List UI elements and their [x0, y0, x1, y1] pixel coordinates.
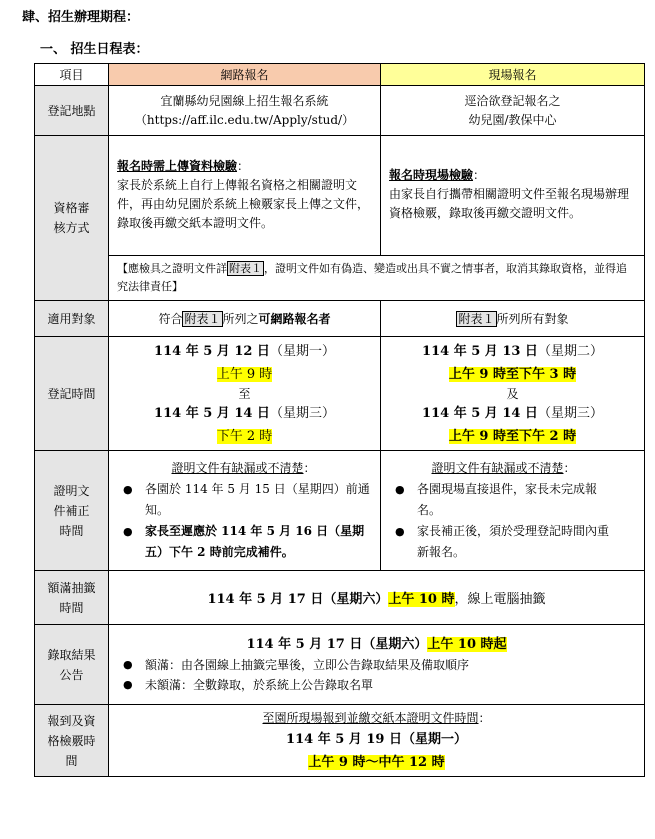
report-label: 報到及資格檢覈時間	[35, 705, 109, 777]
subsection-heading: 一、 招生日程表：	[40, 42, 149, 57]
lottery-post: ，線上電腦抽籤	[454, 592, 546, 607]
lottery-row	[35, 571, 645, 625]
location-online-url: （https://aff.ilc.edu.tw/Apply/stud/）	[134, 112, 355, 127]
regtime-online-start-time: 上午 9 時	[216, 366, 273, 382]
target-onsite	[381, 301, 645, 337]
report-cell: 至園所現場報到並繳交紙本證明文件時間： 114 年 5 月 19 日（星期一） 上午 9 時～中午 12 時	[109, 705, 645, 777]
review-onsite-text: 由家長自行攜帶相關證明文件至報名現場辦理資格檢覈，錄取後再繳交證明文件。	[389, 187, 630, 220]
location-onsite	[381, 86, 645, 136]
review-online-text: 家長於系統上自行上傳報名資格之相關證明文件，再由幼兒園於系統上檢覈家長上傳之文件，錄取後再繳交紙本證明文件。	[117, 177, 370, 230]
correction-onsite-title: 證明文件有缺漏或不清楚	[431, 461, 564, 475]
schedule-table	[34, 63, 645, 777]
regtime-onsite-d1-date: 114 年 5 月 13 日	[422, 343, 538, 359]
review-row	[35, 136, 645, 256]
correction-label: 證明文件補正時間	[35, 451, 109, 571]
header-row	[35, 64, 645, 86]
review-note-post: ，證明文件如有偽造、變造或出具不實之情事者，取消其錄取資格，並得追究法律責任】	[117, 262, 627, 293]
announce-cell	[109, 625, 645, 705]
regtime-onsite-sep: 及	[506, 386, 519, 401]
regtime-onsite-d2-time: 上午 9 時至下午 2 時	[448, 428, 577, 444]
location-row	[35, 86, 645, 136]
location-online	[109, 86, 381, 136]
review-label: 資格審核方式	[35, 136, 109, 301]
review-note	[109, 256, 645, 301]
correction-onsite-bullet2: ● 家長補正後，須於受理登記時間內重新報名。	[389, 521, 618, 563]
correction-online-bullet2: ● 家長至遲應於 114 年 5 月 16 日（星期五）下午 2 時前完成補件。	[117, 521, 370, 563]
regtime-online	[109, 337, 381, 451]
regtime-onsite	[381, 337, 645, 451]
regtime-online-end-day: （星期三）	[269, 405, 335, 421]
announce-row	[35, 625, 645, 705]
target-onsite-ref: 附表１	[458, 312, 495, 326]
report-date: 114 年 5 月 19 日（星期一）	[286, 731, 467, 747]
header-item: 項目	[35, 64, 109, 86]
regtime-row	[35, 337, 645, 451]
location-onsite-line2: 幼兒園/教保中心	[468, 112, 557, 127]
review-online: 報名時需上傳資料檢驗： 家長於系統上自行上傳報名資格之相關證明文件，再由幼兒園於系統上檢覈家長上傳之文件，錄取後再繳交紙本證明文件。	[109, 136, 381, 256]
location-online-line1: 宜蘭縣幼兒園線上招生報名系統	[160, 93, 329, 108]
announce-bullet2: ● 未額滿：全數錄取，於系統上公告錄取名單	[117, 675, 636, 695]
lottery-label: 額滿抽籤時間	[35, 571, 109, 625]
target-online-mid: 所列之	[222, 312, 259, 326]
target-online	[109, 301, 381, 337]
regtime-onsite-d1-day: （星期二）	[537, 343, 603, 359]
review-onsite: 報名時現場檢驗： 由家長自行攜帶相關證明文件至報名現場辦理資格檢覈，錄取後再繳交證明文件。	[381, 136, 645, 256]
review-note-ref: 附表１	[229, 262, 262, 275]
location-label: 登記地點	[35, 86, 109, 136]
correction-online: 證明文件有缺漏或不清楚： ● 各園於 114 年 5 月 15 日（星期四）前通知。 ● 家長至遲應於 114 年 5 月 16 日（星期五）下午 2 時前完成補件。	[109, 451, 381, 571]
regtime-online-start-date: 114 年 5 月 12 日	[154, 343, 270, 359]
target-label: 適用對象	[35, 301, 109, 337]
report-row	[35, 705, 645, 777]
announce-bullet1: ● 額滿：由各園線上抽籤完畢後，立即公告錄取結果及備取順序	[117, 655, 636, 675]
report-title: 至園所現場報到並繳交紙本證明文件時間	[262, 710, 479, 725]
header-online: 網路報名	[109, 64, 381, 86]
report-time: 上午 9 時～中午 12 時	[308, 754, 445, 770]
announce-time: 上午 10 時起	[427, 636, 507, 652]
lottery-cell	[109, 571, 645, 625]
regtime-online-end-time: 下午 2 時	[216, 428, 273, 444]
correction-onsite: 證明文件有缺漏或不清楚： ● 各園現場直接退件，家長未完成報名。 ● 家長補正後，須於受理登記時間內重新報名。	[381, 451, 645, 571]
regtime-online-sep: 至	[238, 386, 251, 401]
correction-online-bullet1: ● 各園於 114 年 5 月 15 日（星期四）前通知。	[117, 479, 370, 521]
review-onsite-title: 報名時現場檢驗	[389, 168, 474, 182]
target-online-pre: 符合	[158, 312, 183, 326]
target-online-bold: 可網路報名者	[258, 312, 331, 326]
header-onsite: 現場報名	[381, 64, 645, 86]
correction-onsite-bullet1: ● 各園現場直接退件，家長未完成報名。	[389, 479, 618, 521]
review-online-title: 報名時需上傳資料檢驗	[117, 158, 238, 173]
correction-online-title: 證明文件有缺漏或不清楚	[171, 461, 304, 475]
regtime-online-end-date: 114 年 5 月 14 日	[154, 405, 270, 421]
location-onsite-line1: 逕洽欲登記報名之	[464, 93, 561, 108]
regtime-online-start-day: （星期一）	[269, 343, 335, 359]
announce-date: 114 年 5 月 17 日（星期六）	[246, 636, 428, 652]
review-note-row	[35, 256, 645, 301]
target-online-ref: 附表１	[184, 312, 221, 326]
regtime-onsite-d2-day: （星期三）	[537, 405, 603, 421]
regtime-onsite-d2-date: 114 年 5 月 14 日	[422, 405, 538, 421]
regtime-label: 登記時間	[35, 337, 109, 451]
lottery-date: 114 年 5 月 17 日（星期六）	[207, 592, 389, 607]
regtime-onsite-d1-time: 上午 9 時至下午 3 時	[448, 366, 577, 382]
review-note-pre: 【應檢具之證明文件詳	[117, 262, 227, 275]
announce-label: 錄取結果公告	[35, 625, 109, 705]
correction-row	[35, 451, 645, 571]
lottery-time: 上午 10 時	[388, 592, 455, 607]
target-row	[35, 301, 645, 337]
section-heading: 肆、招生辦理期程：	[22, 10, 140, 25]
target-onsite-post: 所列所有對象	[496, 312, 569, 326]
